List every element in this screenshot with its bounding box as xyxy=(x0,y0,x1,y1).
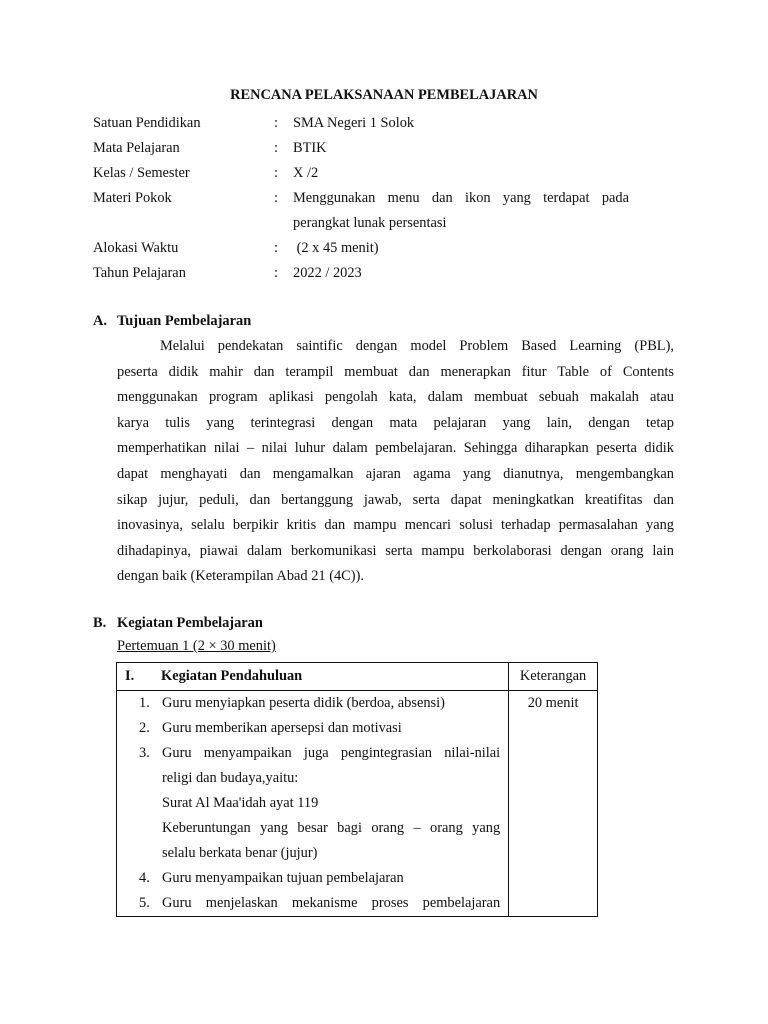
activity-table xyxy=(116,662,598,917)
paragraph-line: memperhatikan nilai – nilai luhur dalam pembelajaran. Sehingga diharapkan peserta didik xyxy=(117,440,674,457)
meta-colon: : xyxy=(274,115,278,131)
meta-row-year xyxy=(93,261,653,286)
item-number: 3. xyxy=(139,745,150,761)
item-text: selalu berkata benar (jujur) xyxy=(162,845,318,861)
meta-row-time xyxy=(93,236,653,261)
item-number: 4. xyxy=(139,870,150,886)
list-item xyxy=(117,891,508,916)
meta-row-class xyxy=(93,161,653,186)
meta-value: BTIK xyxy=(293,140,327,156)
meta-label: Tahun Pelajaran xyxy=(93,265,186,281)
list-item xyxy=(117,741,508,866)
paragraph-line: dengan baik (Keterampilan Abad 21 (4C)). xyxy=(117,568,364,585)
document-title: RENCANA PELAKSANAAN PEMBELAJARAN xyxy=(230,87,538,103)
item-number: 2. xyxy=(139,720,150,736)
table-header-cell xyxy=(117,663,509,691)
table-header-row xyxy=(117,663,598,691)
meta-label: Alokasi Waktu xyxy=(93,240,179,256)
paragraph-line: karya tulis yang terintegrasi dengan mata pelajaran yang lain, dengan tetap xyxy=(117,414,674,431)
paragraph-line: dihadapinya, piawai dalam berkomunikasi serta mampu berkolaborasi dengan orang lain xyxy=(117,542,674,559)
item-text: Surat Al Maa'idah ayat 119 xyxy=(162,795,319,811)
section-letter: A. xyxy=(93,313,107,329)
meta-colon: : xyxy=(274,165,278,181)
meta-label: Kelas / Semester xyxy=(93,165,190,181)
section-title: Tujuan Pembelajaran xyxy=(117,313,252,329)
item-text: Guru memberikan apersepsi dan motivasi xyxy=(162,720,402,736)
meta-value: (2 x 45 menit) xyxy=(293,240,379,256)
list-item xyxy=(117,866,508,891)
activity-list-cell xyxy=(117,691,509,917)
paragraph-line: menggunakan program aplikasi pengolah kata, dalam membuat sebuah makalah atau xyxy=(117,389,674,406)
meta-colon: : xyxy=(274,140,278,156)
meta-row-topic xyxy=(93,186,653,236)
item-text: religi dan budaya,yaitu: xyxy=(162,770,299,786)
note-header-cell: Keterangan xyxy=(509,663,598,691)
meta-value: 2022 / 2023 xyxy=(293,265,362,281)
paragraph-line: inovasinya, selalu berpikir kritis dan mampu mencari solusi terhadap permasalahan yang xyxy=(117,517,674,534)
section-title: Kegiatan Pembelajaran xyxy=(117,615,263,631)
meta-colon: : xyxy=(274,265,278,281)
meta-label: Satuan Pendidikan xyxy=(93,115,201,131)
item-number: 1. xyxy=(139,695,150,711)
paragraph-line: sikap jujur, peduli, dan bertanggung jawab, serta dapat meningkatkan kreatifitas dan xyxy=(117,491,674,508)
meta-colon: : xyxy=(274,240,278,256)
meta-label: Mata Pelajaran xyxy=(93,140,180,156)
identity-block xyxy=(93,111,653,286)
section-letter: B. xyxy=(93,615,107,631)
phase-title: Kegiatan Pendahuluan xyxy=(161,668,303,684)
item-number: 5. xyxy=(139,895,150,911)
meta-value-continued: perangkat lunak persentasi xyxy=(293,215,447,231)
phase-number: I. xyxy=(125,668,135,684)
item-text: Keberuntungan yang besar bagi orang – orang yang xyxy=(162,820,501,836)
meta-value: X /2 xyxy=(293,165,319,181)
list-item xyxy=(117,691,508,716)
item-text: Guru menjelaskan mekanisme proses pembelajaran xyxy=(162,895,501,911)
objectives-paragraph xyxy=(117,334,674,590)
item-text: Guru menyiapkan peserta didik (berdoa, absensi) xyxy=(162,695,445,711)
paragraph-line: peserta didik mahir dan terampil membuat dan menerapkan fitur Table of Contents xyxy=(117,363,674,380)
meta-row-subject xyxy=(93,136,653,161)
item-text: Guru menyampaikan juga pengintegrasian nilai-nilai xyxy=(162,745,501,761)
duration-cell: 20 menit xyxy=(509,691,598,917)
meta-row-school xyxy=(93,111,653,136)
meta-value: Menggunakan menu dan ikon yang terdapat pada xyxy=(293,190,629,206)
meta-colon: : xyxy=(274,190,278,206)
meeting-label: Pertemuan 1 (2 × 30 menit) xyxy=(117,638,276,654)
list-item xyxy=(117,716,508,741)
paragraph-line: Melalui pendekatan saintific dengan model Problem Based Learning (PBL), xyxy=(160,338,674,354)
table-row xyxy=(117,691,598,917)
meta-value: SMA Negeri 1 Solok xyxy=(293,115,415,131)
item-text: Guru menyampaikan tujuan pembelajaran xyxy=(162,870,404,886)
meta-label: Materi Pokok xyxy=(93,190,172,206)
paragraph-line: dapat menghayati dan mengamalkan ajaran agama yang dianutnya, mengembangkan xyxy=(117,465,674,482)
